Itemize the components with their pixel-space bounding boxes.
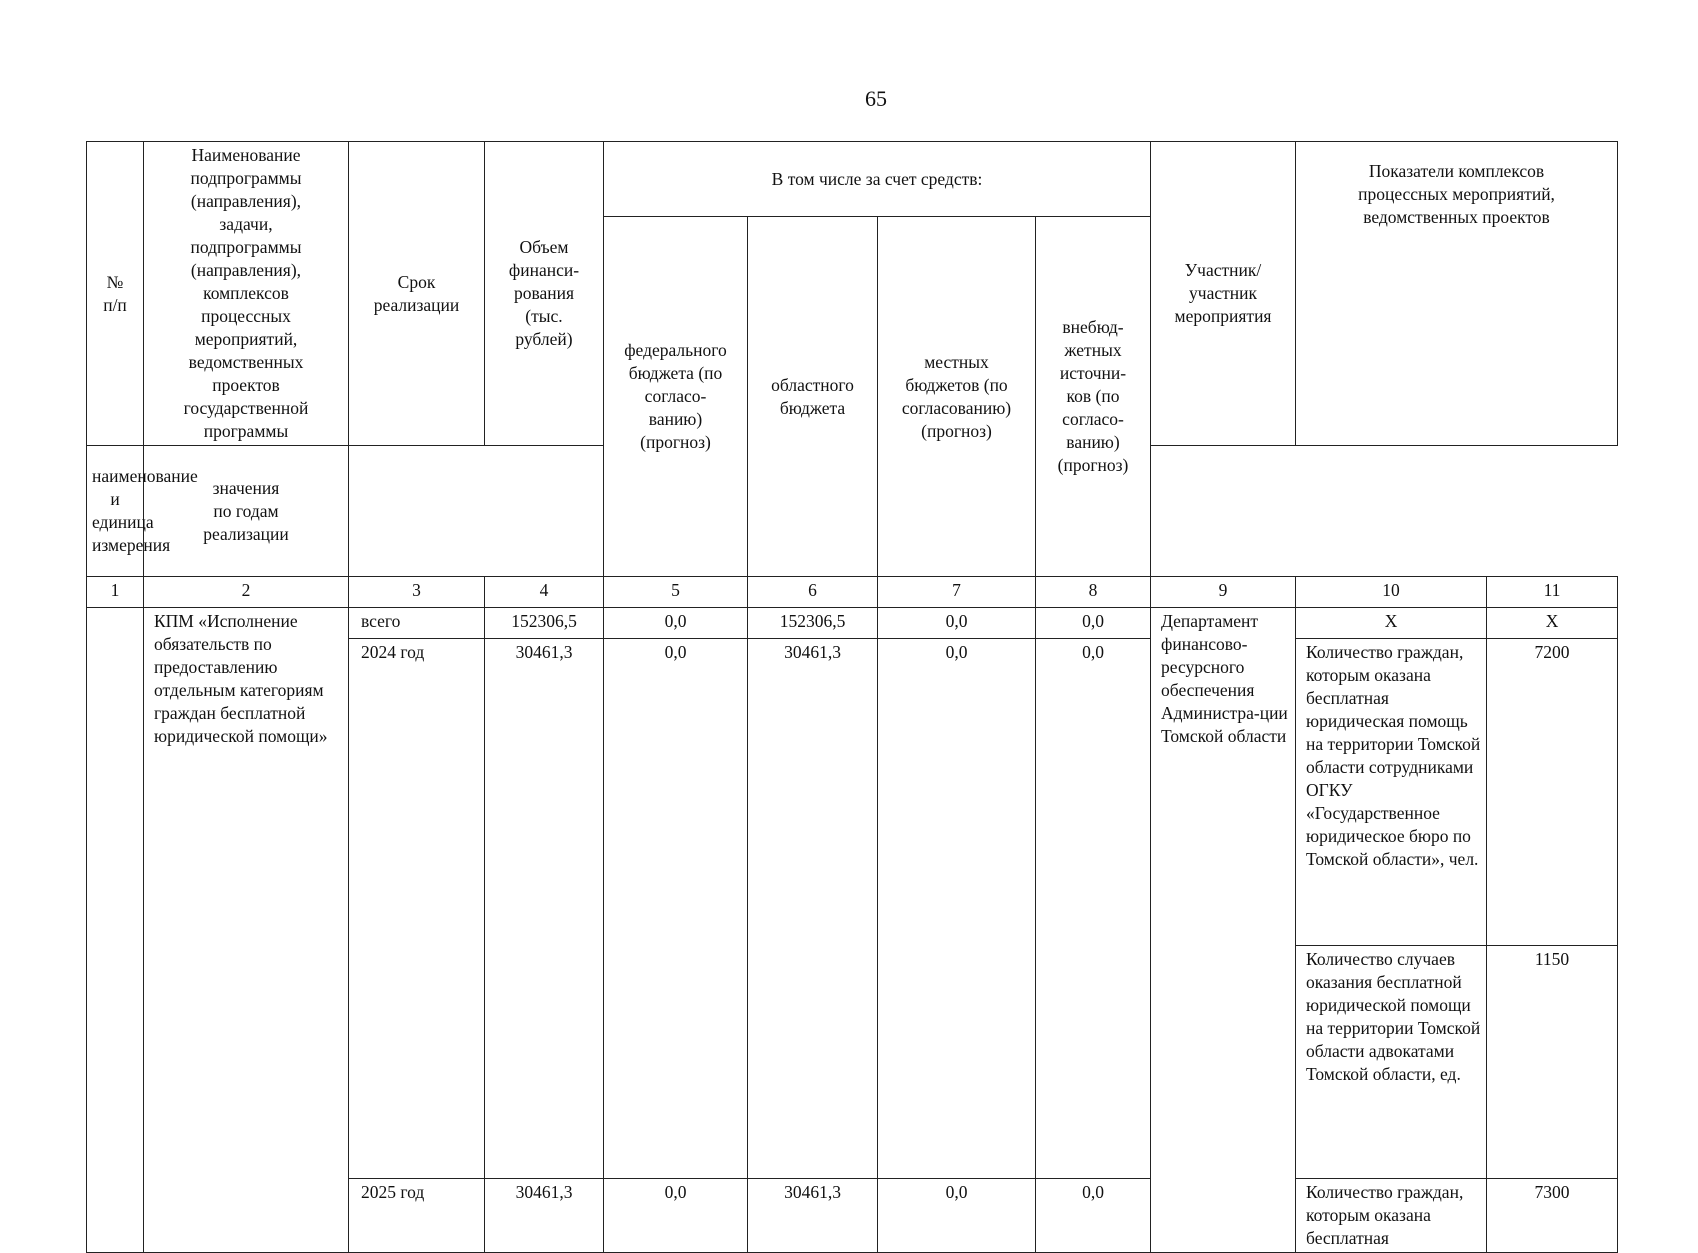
period-cell: 2025 год xyxy=(349,1179,485,1253)
table-row xyxy=(87,608,1618,639)
regional-cell: 152306,5 xyxy=(748,608,878,639)
header-indicators-group: Показатели комплексов процессных мероприятий, ведомственных проектов xyxy=(1296,142,1618,446)
header-local: местных бюджетов (по согласованию) (прогноз) xyxy=(878,217,1036,577)
indicator-value-cell: 7300 xyxy=(1487,1179,1618,1253)
federal-cell: 0,0 xyxy=(604,639,748,1179)
indicator-value-cell: 7200 xyxy=(1487,639,1618,946)
column-number: 1 xyxy=(87,577,144,608)
indicator-name-cell: Количество случаев оказания бесплатной юридической помощи на территории Томской области адвокатами Томской области, ед. xyxy=(1296,946,1487,1179)
column-number: 11 xyxy=(1487,577,1618,608)
regional-cell: 30461,3 xyxy=(748,1179,878,1253)
header-period: Срок реализации xyxy=(349,142,485,446)
column-numbers-row xyxy=(87,577,1618,608)
total-cell: 152306,5 xyxy=(485,608,604,639)
header-federal: федерального бюджета (по согласо- ванию) (прогноз) xyxy=(604,217,748,577)
column-number: 3 xyxy=(349,577,485,608)
program-name: КПМ «Исполнение обязательств по предоставлению отдельным категориям граждан бесплатной юридической помощи» xyxy=(144,608,349,1253)
indicator-name-cell: Количество граждан, которым оказана бесплатная xyxy=(1296,1179,1487,1253)
column-number: 2 xyxy=(144,577,349,608)
header-row-1 xyxy=(87,142,1618,217)
header-participant: Участник/ участник мероприятия xyxy=(1151,142,1296,446)
period-cell: 2024 год xyxy=(349,639,485,1179)
participant-cell: Департамент финансово-ресурсного обеспечения Администра-ции Томской области xyxy=(1151,608,1296,1253)
header-regional: областного бюджета xyxy=(748,217,878,577)
column-number: 8 xyxy=(1036,577,1151,608)
period-cell: всего xyxy=(349,608,485,639)
page-number: 65 xyxy=(865,86,887,111)
budget-table xyxy=(86,141,1618,1253)
column-number: 9 xyxy=(1151,577,1296,608)
total-cell: 30461,3 xyxy=(485,1179,604,1253)
indicator-value-cell: X xyxy=(1487,608,1618,639)
column-number: 10 xyxy=(1296,577,1487,608)
header-name: Наименование подпрограммы (направления), задачи, подпрограммы (направления), комплексов процессных мероприятий, ведомственных проектов государственной программы xyxy=(144,142,349,446)
extrabudget-cell: 0,0 xyxy=(1036,1179,1151,1253)
header-total: Объем финанси- рования (тыс. рублей) xyxy=(485,142,604,446)
program-number xyxy=(87,608,144,1253)
indicator-value-cell: 1150 xyxy=(1487,946,1618,1179)
federal-cell: 0,0 xyxy=(604,1179,748,1253)
total-cell: 30461,3 xyxy=(485,639,604,1179)
header-extrabudget: внебюд- жетных источни- ков (по согласо- ванию) (прогноз) xyxy=(1036,217,1151,577)
extrabudget-cell: 0,0 xyxy=(1036,639,1151,1179)
local-cell: 0,0 xyxy=(878,639,1036,1179)
extrabudget-cell: 0,0 xyxy=(1036,608,1151,639)
header-indicator-values: значения по годам реализации xyxy=(144,446,349,577)
federal-cell: 0,0 xyxy=(604,608,748,639)
column-number: 6 xyxy=(748,577,878,608)
column-number: 7 xyxy=(878,577,1036,608)
local-cell: 0,0 xyxy=(878,1179,1036,1253)
column-number: 4 xyxy=(485,577,604,608)
local-cell: 0,0 xyxy=(878,608,1036,639)
indicator-name-cell: X xyxy=(1296,608,1487,639)
header-indicator-name: наименование и единица измерения xyxy=(87,446,144,577)
header-number: № п/п xyxy=(87,142,144,446)
regional-cell: 30461,3 xyxy=(748,639,878,1179)
header-funding-group: В том числе за счет средств: xyxy=(604,142,1151,217)
indicator-name-cell: Количество граждан, которым оказана бесплатная юридическая помощь на территории Томской области сотрудниками ОГКУ «Государственное юридическое бюро по Томской области», чел. xyxy=(1296,639,1487,946)
column-number: 5 xyxy=(604,577,748,608)
